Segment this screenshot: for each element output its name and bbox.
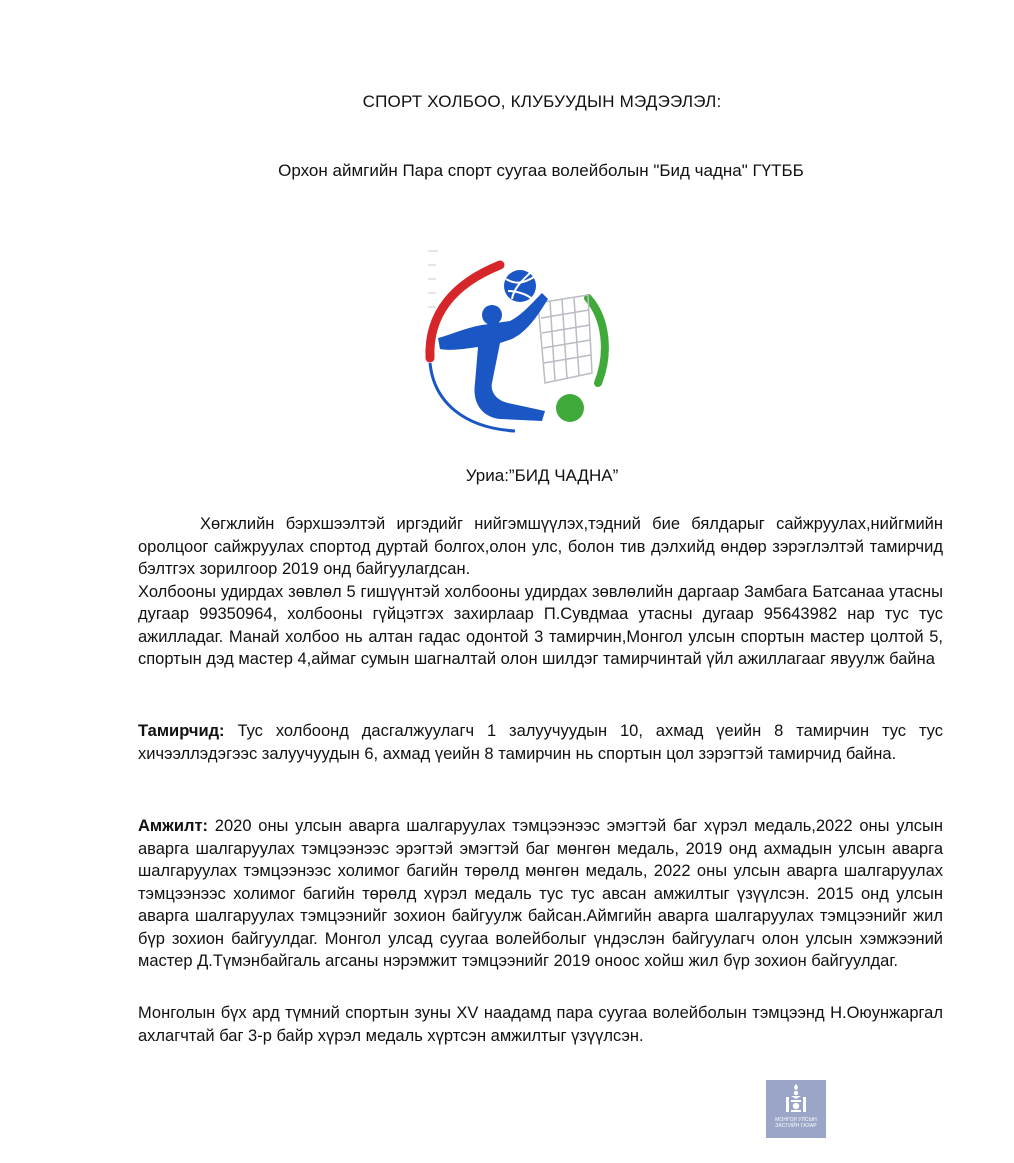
- closing-section: [138, 1002, 943, 1047]
- green-dot: [556, 394, 584, 422]
- athletes-text: Тус холбоонд дасгалжуулагч 1 залуучуудын 10, ахмад үеийн 8 тамирчин тус тус хичээллэдэгээс залуучуудын 6, ахмад үеийн 8 тамирчин нь спортын цол зэрэгтэй тамирчид байна.: [138, 722, 943, 763]
- organization-name: [0, 161, 1014, 181]
- intro-paragraph-1: Хөгжлийн бэрхшээлтэй иргэдийг нийгэмшүүлэх,тэдний бие бялдарыг сайжруулах,нийгмийн оролцоог сайжруулах спортод дуртай болгох,олон улс, болон тив дэлхийд өндөр зэрэглэлтэй тамирчид бэлтгэх зорилгоор 2019 онд байгуулагдсан.: [138, 515, 943, 578]
- achievements-section: [138, 815, 943, 973]
- logo-tick-marks: [428, 251, 438, 307]
- athletes-label: Тамирчид:: [138, 722, 225, 740]
- intro-section: [138, 513, 943, 671]
- page-title-text: СПОРТ ХОЛБОО, КЛУБУУДЫН МЭДЭЭЛЭЛ:: [362, 92, 722, 111]
- sitting-volleyball-logo: [420, 243, 620, 443]
- emblem-caption: [775, 1117, 817, 1129]
- emblem-line-2: ЗАСГИЙН ГАЗАР: [775, 1123, 817, 1129]
- player-figure: [438, 293, 548, 421]
- emblem-line-1: МОНГОЛ УЛСЫН: [775, 1117, 817, 1123]
- achievements-paragraph: [138, 815, 943, 973]
- blue-arc: [430, 363, 515, 431]
- volleyball-net: [538, 295, 592, 383]
- achievements-label: Амжилт:: [138, 817, 209, 835]
- achievements-text: 2020 оны улсын аварга шалгаруулах тэмцээнээс эмэгтэй баг хүрэл медаль,2022 оны улсын аварга шалгаруулах тэмцээнээс эрэгтэй эмэгтэй баг мөнгөн медаль, 2019 онд ахмадын улсын аварга шалгаруулах тэмцээнээс холимог багийн төрөлд мөнгөн медаль, 2022 оны улсын аварга шалгаруулах тэмцээнээс холимог багийн төрөлд хүрэл медаль тус тус авсан амжилтыг үзүүлсэн. 2015 онд улсын аварга шалгаруулах тэмцээнийг зохион байгуулж байсан.Аймгийн аварга шалгаруулах тэмцээнийг жил бүр зохион байгуулдаг. Монгол улсад суугаа волейболыг үндэслэн байгуулагч олон улсын хэмжээний мастер Д.Түмэнбайгаль агсаны нэрэмжит тэмцээнийг 2019 оноос хойш жил бүр зохион байгуулдаг.: [138, 817, 943, 970]
- page-title: [0, 92, 1014, 112]
- motto-text: Уриа:”БИД ЧАДНА”: [465, 466, 619, 485]
- soyombo-emblem-icon: [784, 1084, 808, 1114]
- closing-paragraph: Монголын бүх ард түмний спортын зуны XV наадамд пара суугаа волейболын тэмцээнд Н.Оюунжаргал ахлагчтай баг 3-р байр хүрэл медаль хүртсэн амжилтыг үзүүлсэн.: [138, 1004, 943, 1045]
- athletes-paragraph: [138, 720, 943, 765]
- motto: [0, 466, 1014, 486]
- logo-graphic: [420, 243, 620, 443]
- intro-paragraph-2: Холбооны удирдах зөвлөл 5 гишүүнтэй холбооны удирдах зөвлөлийн даргаар Замбага Батсанаа утасны дугаар 99350964, холбооны гүйцэтгэх захирлаар П.Сувдмаа утасны дугаар 95643982 нар тус тус ажилладаг. Манай холбоо нь алтан гадас одонтой 3 тамирчин,Монгол улсын спортын мастер цолтой 5, спортын дэд мастер 4,аймаг сумын шагналтай олон шилдэг тамирчинтай үйл ажиллагааг явуулж байна: [138, 582, 943, 668]
- organization-name-text: Орхон аймгийн Пара спорт суугаа волейболын "Бид чадна" ГҮТББ: [278, 161, 804, 180]
- athletes-section: [138, 720, 943, 765]
- government-emblem: [766, 1080, 826, 1138]
